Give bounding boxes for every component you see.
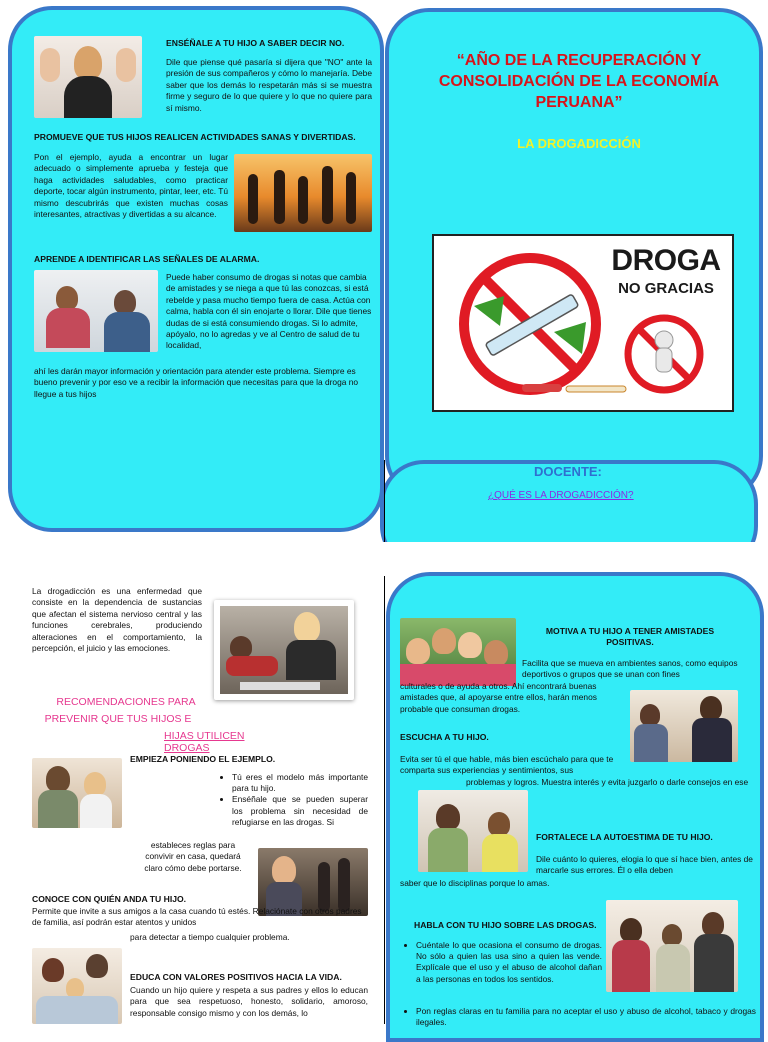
bullet-overcome-problems: • Enséñale que se pueden superar los problema sin necesidad de refugiarse en las drogas. Si (232, 794, 368, 828)
page-gap (0, 542, 768, 576)
panel-tips-right (386, 572, 764, 1042)
heading-say-no: ENSÉÑALE A TU HIJO A SABER DECIR NO. (166, 38, 345, 48)
text-healthy-activities: Pon el ejemplo, ayuda a encontrar un lugar adecuado o simplemente aprueba y festeja que haga actividades saludables, como practicar deporte, tocar algún instrumento, pintar, leer, etc. Tú mismo descubrirás que existen muchas cosas interesantes, atractivas y divertidas a su alcance. (34, 152, 228, 220)
heading-talk-about-drugs: HABLA CON TU HIJO SOBRE LAS DROGAS. (414, 920, 597, 930)
fold-line-bottom (384, 576, 385, 1024)
text-alarm-signals-a: Puede haber consumo de drogas si notas que cambia de amistades y se niega a que tú las conozcas, si está rebelde y pasa mucho tiempo fuera de casa. Actúa con calma, habla con él sin enojarte o llorar. Dile que tienes dudas de si está consumiendo drogas. Si lo admite, apóyalo, no lo agredas y ve al Centro de salud de tu localidad, (166, 272, 372, 351)
photo-father-son-talk (630, 690, 738, 762)
reco-title-line2: PREVENIR QUE TUS HIJOS E (44, 713, 192, 725)
text-listen-a: Evita ser tú el que hable, más bien escúchalo para que te comparta sus experiencias y sentimientos, sus (400, 754, 614, 776)
photo-teens-drugs (214, 600, 354, 700)
fold-line-top (384, 460, 385, 542)
heading-lead-by-example: EMPIEZA PONIENDO EL EJEMPLO. (130, 754, 276, 764)
text-alarm-signals-b: ahí les darán mayor información y orientación para atender este problema. Siempre es bueno prevenir y por eso ve a recibir la información que necesitas para que la droga no llegue a tus hijos (34, 366, 359, 399)
text-know-friends-a: Permite que invite a sus amigos a la casa cuando tú estés. Relaciónate con otros padres de familia, así podrán estar atentos y unidos (32, 906, 362, 928)
bullet-clear-rules: • Pon reglas claras en tu familia para no aceptar el uso y abuso de alcohol, tabaco y drogas ilegales. (416, 1006, 756, 1028)
reco-title-line1: RECOMENDACIONES PARA (56, 696, 196, 708)
example-bullets (218, 772, 368, 828)
intro-text: La drogadicción es una enfermedad que consiste en la dependencia de sustancias que afectan el sistema nervioso central y las funciones cerebrales, produciendo alteraciones en el comportamiento, la percepción, el juicio y las emociones. (32, 586, 202, 654)
heading-positive-values: EDUCA CON VALORES POSITIVOS HACIA LA VIDA. (130, 972, 342, 982)
text-house-rules: estableces reglas para convivir en casa, quedará claro cómo debe portarse. (144, 840, 242, 873)
poster-droga-no-gracias (432, 234, 734, 412)
reco-title-line3: HIJAS UTILICEN DROGAS (164, 730, 245, 754)
photo-girl-saying-no (34, 36, 142, 118)
photo-family-with-child (32, 948, 122, 1024)
text-know-friends-b: para detectar a tiempo cualquier problema. (130, 932, 290, 942)
poster-word-droga: DROGA (611, 244, 721, 277)
photo-family-meeting (606, 900, 738, 992)
teacher-label: DOCENTE: (534, 464, 602, 479)
photo-friends-sunset (234, 154, 372, 232)
heading-listen: ESCUCHA A TU HIJO. (400, 732, 489, 742)
drugs-talk-bullets (402, 940, 602, 985)
bullet-explain-effects: • Cuéntale lo que ocasiona el consumo de drogas. No sólo a quien las usa sino a quien las vende. Explícale que el uso y el abuso de alcohol dañan a las personas en todos los sentidos. (416, 940, 602, 985)
text-self-esteem-a: Dile cuánto lo quieres, elogia lo que sí hace bien, antes de marcarle sus errores. Él o ella deben (536, 854, 753, 876)
heading-know-friends: CONOCE CON QUIÉN ANDA TU HIJO. (32, 894, 187, 904)
text-listen-b: problemas y logros. Muestra interés y evita juzgarlo o darle consejos en ese (466, 777, 749, 787)
panel-cover (385, 8, 763, 500)
photo-father-and-child (32, 758, 122, 828)
heading-healthy-activities: PROMUEVE QUE TUS HIJOS REALICEN ACTIVIDADES SANAS Y DIVERTIDAS. (34, 132, 356, 142)
what-is-drug-addiction-link[interactable]: ¿QUÉ ES LA DROGADICCIÓN? (488, 490, 634, 501)
panel-recommendations (0, 576, 384, 1024)
year-title: “AÑO DE LA RECUPERACIÓN Y CONSOLIDACIÓN DE LA ECONOMÍA PERUANA” (438, 52, 720, 111)
text-say-no: Dile que piense qué pasaría si dijera que "NO" ante la presión de sus compañeros y cómo lo manejaría. Debe saber que los demás lo respetarán más si se muestra firme y seguro de lo que quiere y lo que no quiere para sí mismo. (166, 57, 372, 113)
drugs-talk-bullets-2 (402, 1006, 756, 1028)
text-positive-values: Cuando un hijo quiere y respeta a sus padres y ellos lo educan para que sea respetuoso, honesto, solidario, amoroso, responsable consigo mismo y con los demás, lo (130, 985, 368, 1018)
photo-parents-talking (34, 270, 158, 352)
photo-mother-daughter (418, 790, 528, 872)
poster-word-no-gracias: NO GRACIAS (618, 280, 714, 297)
subject-title: LA DROGADICCIÓN (517, 136, 641, 151)
bullet-role-model: • Tú eres el modelo más importante para tu hijo. (232, 772, 368, 794)
text-positive-friends-a: Facilita que se mueva en ambientes sanos, como equipos deportivos o grupos que se unan con fines (522, 658, 738, 680)
text-self-esteem-b: saber que lo disciplinas porque lo amas. (400, 878, 550, 888)
photo-teen-friends (400, 618, 516, 686)
heading-alarm-signals: APRENDE A IDENTIFICAR LAS SEÑALES DE ALARMA. (34, 254, 260, 264)
panel-tips-left (8, 6, 384, 532)
heading-self-esteem: FORTALECE LA AUTOESTIMA DE TU HIJO. (536, 832, 713, 842)
text-positive-friends-b: culturales o de ayuda a otros. Ahí encontrará buenas amistades que, al apoyarse entre ellos, harán menos probable que consuman drogas. (400, 681, 597, 714)
heading-positive-friends: MOTIVA A TU HIJO A TENER AMISTADES POSITIVAS. (545, 626, 715, 647)
